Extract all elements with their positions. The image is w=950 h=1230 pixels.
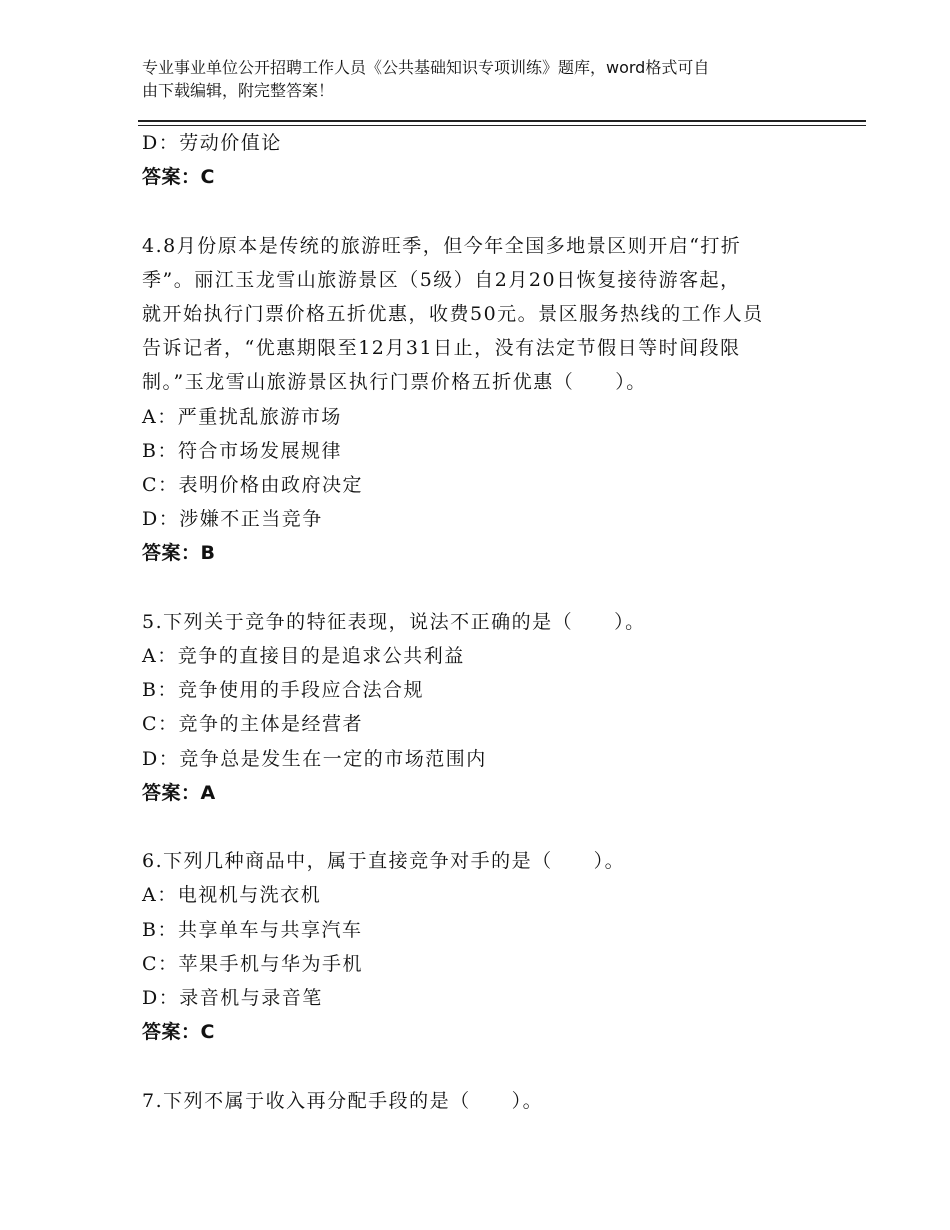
question-4-option-d: D：涉嫌不正当竞争 bbox=[142, 508, 323, 531]
spacer bbox=[142, 571, 832, 605]
question-5-option-a: A：竞争的直接目的是追求公共利益 bbox=[142, 645, 465, 668]
question-6-stem: 6.下列几种商品中，属于直接竞争对手的是（ ）。 bbox=[142, 850, 626, 873]
question-5-stem: 5.下列关于竞争的特征表现，说法不正确的是（ ）。 bbox=[142, 610, 646, 633]
prev-answer: 答案：C bbox=[142, 166, 215, 189]
header-rule-thick bbox=[138, 120, 866, 122]
question-4-option-c: C：表明价格由政府决定 bbox=[142, 474, 364, 497]
document-header bbox=[142, 56, 822, 102]
question-4-option-a: A：严重扰乱旅游市场 bbox=[142, 405, 342, 428]
header-line-2: 由下载编辑，附完整答案！ bbox=[142, 81, 335, 100]
spacer bbox=[142, 810, 832, 844]
question-6-option-d: D：录音机与录音笔 bbox=[142, 987, 323, 1010]
question-5-option-d: D：竞争总是发生在一定的市场范围内 bbox=[142, 747, 487, 770]
question-content bbox=[142, 126, 832, 1118]
question-4 bbox=[142, 229, 832, 571]
question-5 bbox=[142, 605, 832, 810]
question-4-answer: 答案：B bbox=[142, 542, 216, 565]
question-4-stem-line-5: 制。”玉龙雪山旅游景区执行门票价格五折优惠（ ）。 bbox=[142, 371, 647, 394]
question-6-option-b: B：共享单车与共享汽车 bbox=[142, 918, 363, 941]
prev-option-d: D：劳动价值论 bbox=[142, 132, 282, 154]
header-line-1: 专业事业单位公开招聘工作人员《公共基础知识专项训练》题库，word格式可自 bbox=[142, 58, 710, 77]
question-4-stem-line-3: 就开始执行门票价格五折优惠，收费50元。景区服务热线的工作人员 bbox=[142, 303, 764, 325]
spacer bbox=[142, 194, 832, 228]
question-6-option-a: A：电视机与洗衣机 bbox=[142, 884, 322, 907]
question-6 bbox=[142, 844, 832, 1049]
question-6-answer: 答案：C bbox=[142, 1021, 215, 1044]
question-4-stem-line-4: 告诉记者，“优惠期限至12月31日止，没有法定节假日等时间段限 bbox=[142, 337, 741, 360]
question-5-answer: 答案：A bbox=[142, 781, 216, 804]
question-4-stem-line-1: 4.8月份原本是传统的旅游旺季，但今年全国多地景区则开启“打折 bbox=[142, 234, 742, 257]
question-4-option-b: B：符合市场发展规律 bbox=[142, 439, 342, 462]
question-5-option-c: C：竞争的主体是经营者 bbox=[142, 713, 364, 736]
question-7-stem: 7.下列不属于收入再分配手段的是（ ）。 bbox=[142, 1089, 544, 1112]
question-7 bbox=[142, 1084, 832, 1118]
question-5-option-b: B：竞争使用的手段应合法合规 bbox=[142, 679, 424, 702]
question-6-option-c: C：苹果手机与华为手机 bbox=[142, 952, 364, 975]
spacer bbox=[142, 1049, 832, 1083]
question-4-stem-line-2: 季”。丽江玉龙雪山旅游景区（5级）自2月20日恢复接待游客起， bbox=[142, 268, 741, 291]
